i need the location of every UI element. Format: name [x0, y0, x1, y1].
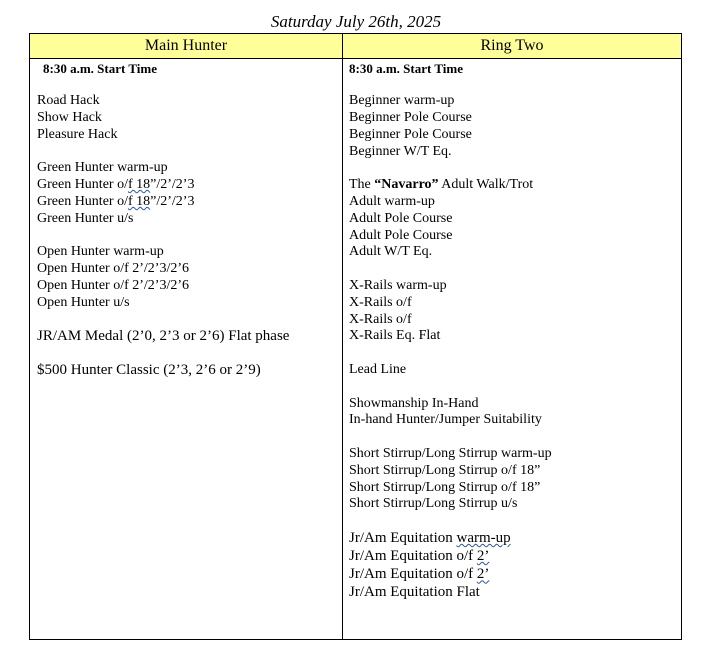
class-item: Green Hunter o/f 18”/2’/2’3	[37, 177, 195, 193]
ring-two-column	[349, 60, 679, 603]
class-item: X-Rails o/f	[349, 311, 412, 327]
class-item: Jr/Am Equitation Flat	[349, 584, 480, 601]
class-item: The “Navarro” Adult Walk/Trot	[349, 177, 534, 193]
class-item: Jr/Am Equitation o/f 2’	[349, 548, 490, 565]
class-item: Beginner W/T Eq.	[349, 143, 452, 159]
spellcheck-underline: f 18	[127, 193, 151, 209]
class-item: Green Hunter u/s	[37, 210, 134, 226]
class-item: Pleasure Hack	[37, 126, 118, 142]
spellcheck-underline: f 18	[127, 177, 151, 193]
class-item: X-Rails warm-up	[349, 277, 447, 293]
class-item: JR/AM Medal (2’0, 2’3 or 2’6) Flat phase	[37, 328, 290, 345]
class-item: Adult Pole Course	[349, 227, 453, 243]
class-item: X-Rails o/f	[349, 294, 412, 310]
class-item: X-Rails Eq. Flat	[349, 328, 441, 344]
spellcheck-underline: 2’	[476, 548, 490, 565]
class-item: Show Hack	[37, 109, 102, 125]
main-hunter-column	[37, 60, 337, 379]
class-item: $500 Hunter Classic (2’3, 2’6 or 2’9)	[37, 361, 261, 378]
class-item: Short Stirrup/Long Stirrup o/f 18”	[349, 479, 541, 495]
class-item: Open Hunter u/s	[37, 294, 130, 310]
class-item: Lead Line	[349, 361, 407, 377]
spellcheck-underline: 2’	[476, 566, 490, 583]
schedule-date: Saturday July 26th, 2025	[270, 12, 442, 31]
spellcheck-underline: warm-up	[456, 529, 511, 546]
class-item: Jr/Am Equitation o/f 2’	[349, 566, 490, 583]
class-item: Green Hunter o/f 18”/2’/2’3	[37, 193, 195, 209]
class-item: Beginner Pole Course	[349, 126, 472, 142]
class-item: Short Stirrup/Long Stirrup o/f 18”	[349, 462, 541, 478]
schedule-table	[29, 33, 682, 640]
main-hunter-header: Main Hunter	[144, 37, 228, 54]
class-item: Short Stirrup/Long Stirrup u/s	[349, 496, 518, 512]
class-item: Open Hunter warm-up	[37, 244, 164, 260]
class-item: Showmanship In-Hand	[349, 395, 479, 411]
class-item: Jr/Am Equitation warm-up	[349, 529, 511, 546]
class-item: Beginner warm-up	[349, 93, 455, 109]
class-item: Adult Pole Course	[349, 210, 453, 226]
class-item: Beginner Pole Course	[349, 109, 472, 125]
class-item: Adult warm-up	[349, 193, 435, 209]
class-item: Adult W/T Eq.	[349, 244, 433, 260]
class-item: Open Hunter o/f 2’/2’3/2’6	[37, 261, 190, 277]
main-hunter-start-time: 8:30 a.m. Start Time	[43, 61, 157, 76]
table-header-row	[30, 34, 681, 59]
ring-two-header: Ring Two	[342, 34, 681, 58]
class-item: Road Hack	[37, 93, 100, 109]
class-item: Open Hunter o/f 2’/2’3/2’6	[37, 277, 190, 293]
ring-two-start-time: 8:30 a.m. Start Time	[349, 61, 463, 76]
column-divider	[342, 34, 343, 639]
class-item: In-hand Hunter/Jumper Suitability	[349, 412, 542, 428]
class-item: Short Stirrup/Long Stirrup warm-up	[349, 445, 552, 461]
class-item: Green Hunter warm-up	[37, 160, 168, 176]
